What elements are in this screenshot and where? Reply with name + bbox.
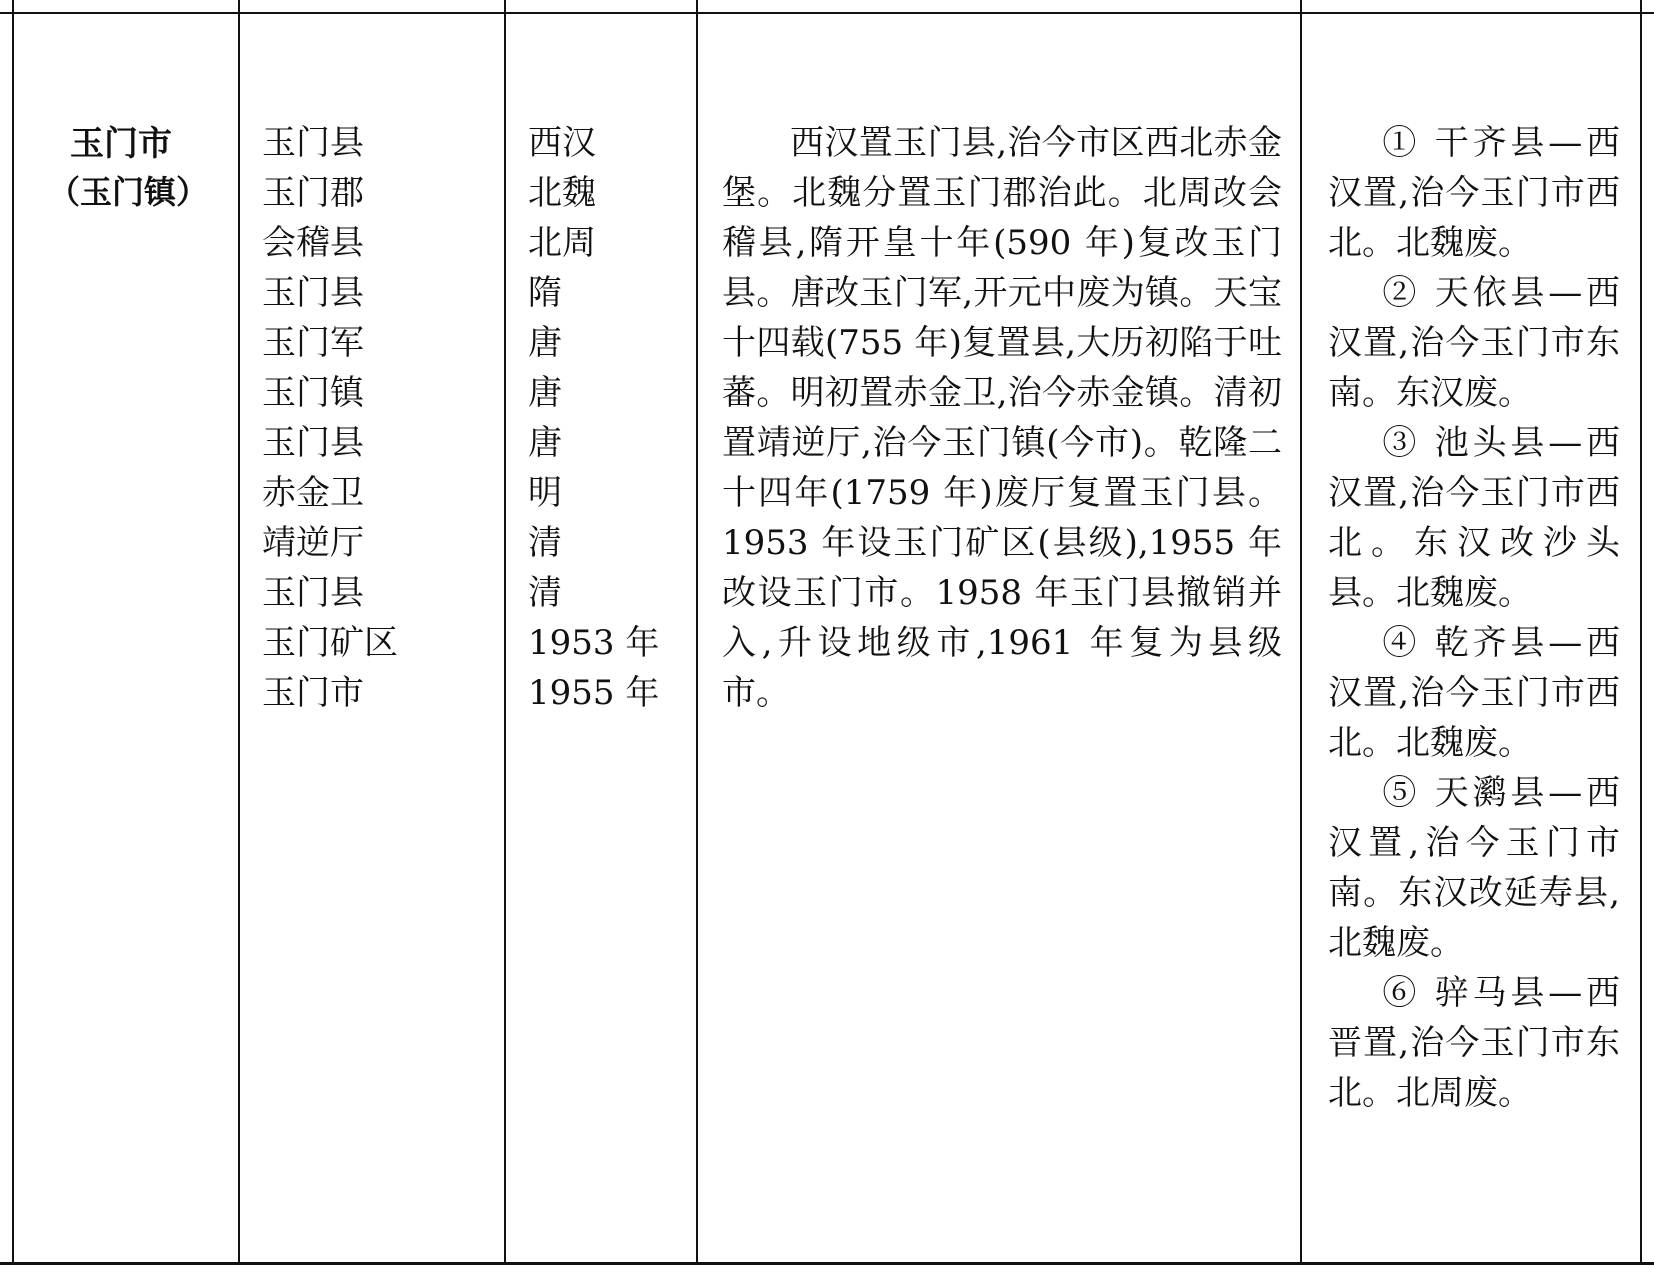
note-item: ③ 池头县—西汉置,治今玉门市西北。东汉改沙头县。北魏废。 <box>1328 423 1620 613</box>
table-bottom-rule <box>0 1262 1654 1265</box>
period: 1955 年 <box>528 673 660 713</box>
table-top-rule <box>0 12 1654 14</box>
former-name: 玉门军 <box>262 323 364 363</box>
period: 唐 <box>528 373 562 413</box>
period: 清 <box>528 573 562 613</box>
notes-cell <box>1328 118 1620 1118</box>
former-name: 玉门县 <box>262 573 364 613</box>
period: 北周 <box>528 223 596 263</box>
place-name-alias: （玉门镇） <box>48 173 209 211</box>
note-item: ⑥ 骍马县—西晋置,治今玉门市东北。北周废。 <box>1328 973 1620 1113</box>
former-name: 玉门市 <box>262 673 364 713</box>
history-text: 西汉置玉门县,治今市区西北赤金堡。北魏分置玉门郡治此。北周改会稽县,隋开皇十年(590 年)复改玉门县。唐改玉门军,开元中废为镇。天宝十四载(755 年)复置县,大历初陷于吐蕃。明初置赤金卫,治今赤金镇。清初置靖逆厅,治今玉门镇(今市)。乾隆二十四年(1759 年)废厅复置玉门县。1953 年设玉门矿区(县级),1955 年改设玉门市。1958 年玉门县撤销并入,升设地级市,1961 年复为县级市。 <box>722 123 1282 713</box>
column-divider <box>238 0 240 1265</box>
former-name: 玉门县 <box>262 423 364 463</box>
period: 唐 <box>528 423 562 463</box>
former-name: 会稽县 <box>262 223 364 263</box>
former-name: 玉门镇 <box>262 373 364 413</box>
note-item: ④ 乾齐县—西汉置,治今玉门市西北。北魏废。 <box>1328 623 1620 763</box>
period: 1953 年 <box>528 623 660 663</box>
period: 北魏 <box>528 173 596 213</box>
column-divider <box>12 0 14 1265</box>
note-item: ① 干齐县—西汉置,治今玉门市西北。北魏废。 <box>1328 123 1620 263</box>
former-names-list <box>262 118 398 718</box>
note-item: ⑤ 天㶉县—西汉置,治今玉门市南。东汉改延寿县,北魏废。 <box>1328 773 1620 963</box>
period: 唐 <box>528 323 562 363</box>
column-divider <box>1640 0 1642 1265</box>
column-divider <box>696 0 698 1265</box>
former-name: 靖逆厅 <box>262 523 364 563</box>
former-name: 玉门县 <box>262 273 364 313</box>
period: 西汉 <box>528 123 596 163</box>
former-name: 玉门县 <box>262 123 364 163</box>
period: 隋 <box>528 273 562 313</box>
history-cell <box>722 118 1282 718</box>
place-name: 玉门市 <box>70 124 172 164</box>
periods-list <box>528 118 659 718</box>
period: 明 <box>528 473 562 513</box>
column-divider <box>1300 0 1302 1265</box>
note-item: ② 天依县—西汉置,治今玉门市东南。东汉废。 <box>1328 273 1620 413</box>
former-name: 玉门郡 <box>262 173 364 213</box>
column-divider <box>504 0 506 1265</box>
former-name: 赤金卫 <box>262 473 364 513</box>
former-name: 玉门矿区 <box>262 623 398 663</box>
period: 清 <box>528 523 562 563</box>
